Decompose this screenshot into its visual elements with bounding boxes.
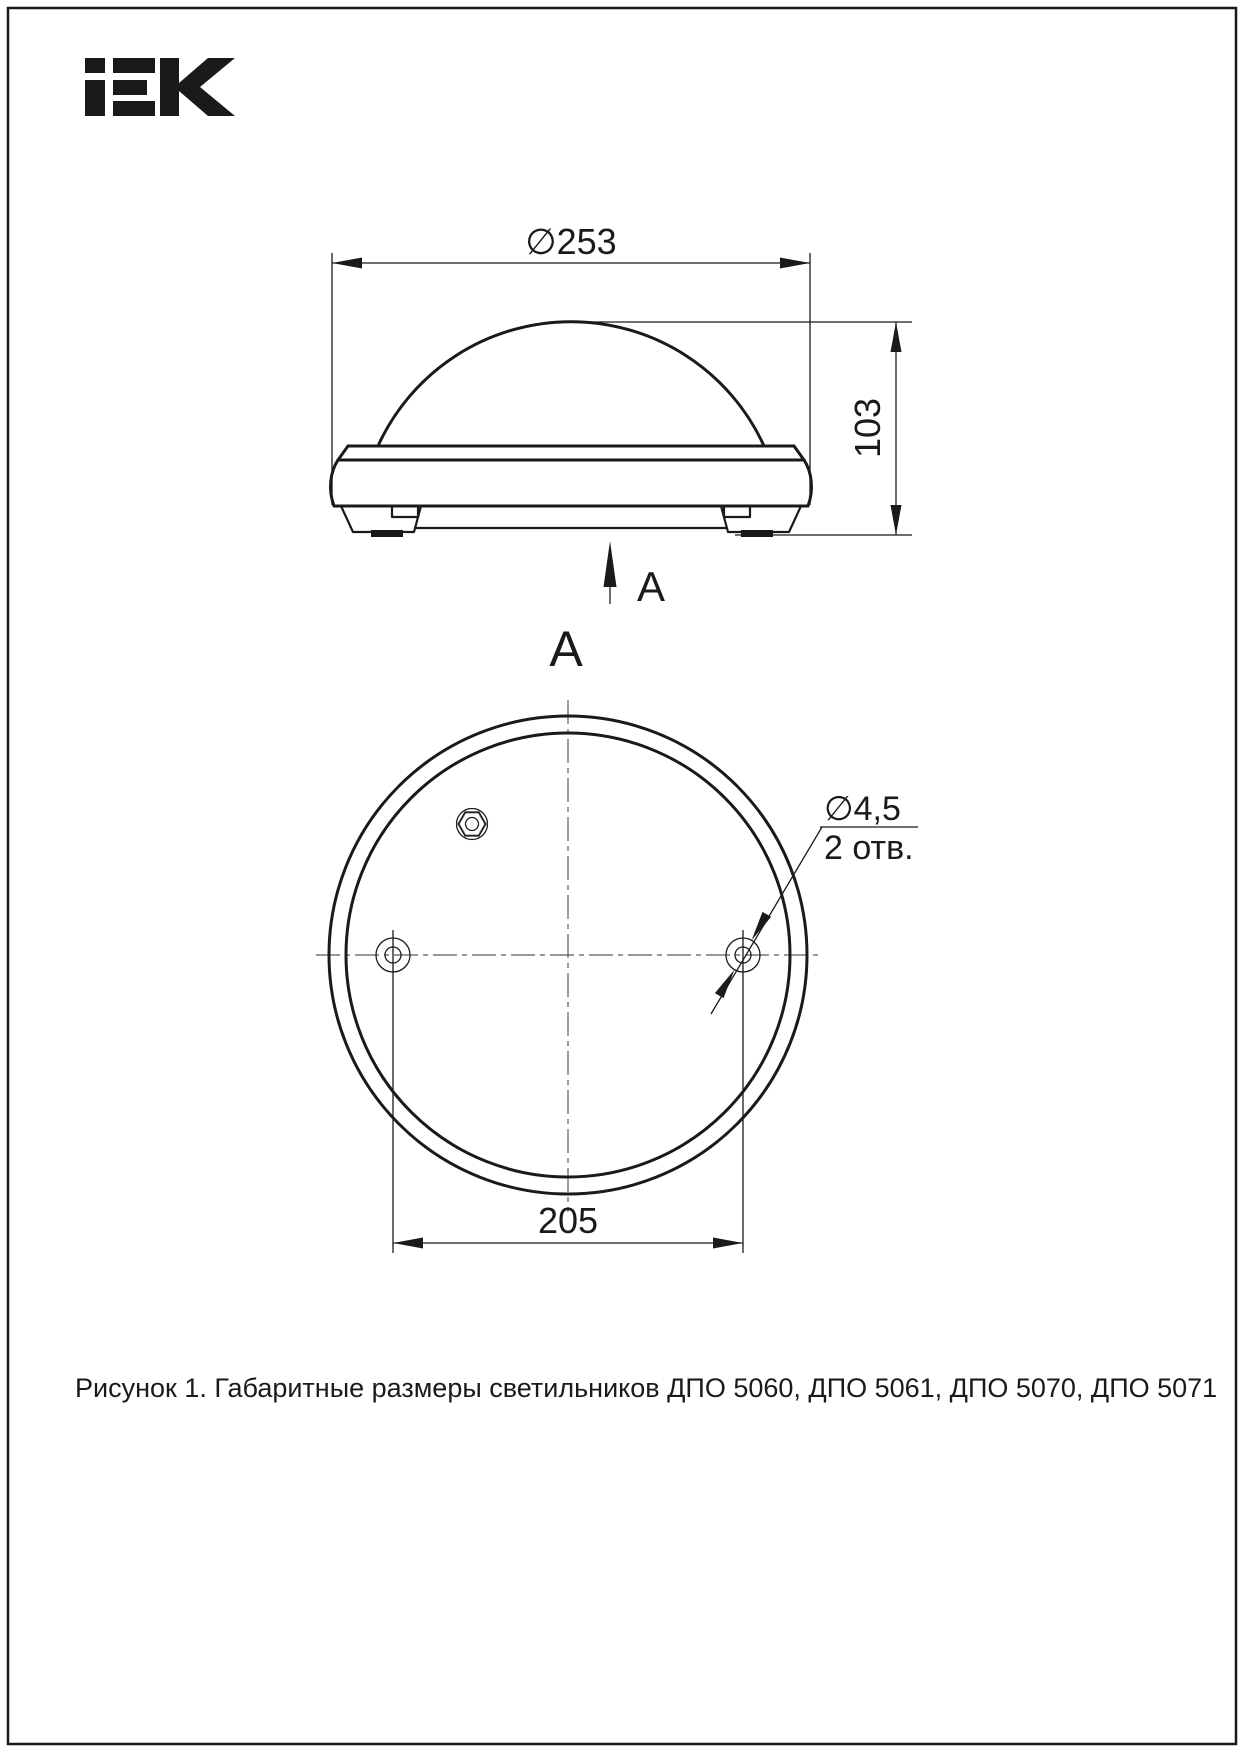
- logo-e-mid: [113, 80, 147, 95]
- foot-right-tab: [741, 530, 773, 537]
- diameter-dimension-label: ∅253: [525, 221, 617, 262]
- arrowhead-top: [891, 322, 902, 352]
- rim-side-bevels: [338, 446, 804, 460]
- view-direction-arrow: [604, 541, 666, 610]
- hole-count-label: 2 отв.: [824, 829, 914, 867]
- arrowhead-bottom: [891, 505, 902, 535]
- foot-right: [721, 506, 801, 532]
- leader-arrowhead-upper: [752, 912, 772, 940]
- fixture-side-profile: [331, 322, 812, 537]
- arrowhead-left: [332, 258, 362, 269]
- hole-diameter-label: ∅4,5: [824, 790, 901, 828]
- logo-i-bar: [85, 80, 105, 116]
- arrowhead-left: [393, 1238, 423, 1249]
- leader-arrowhead-lower: [715, 970, 735, 998]
- bottom-view: [316, 621, 918, 1253]
- cable-gland-nut: [457, 809, 488, 840]
- foot-left-tab: [371, 530, 403, 537]
- diameter-dimension: [332, 221, 810, 505]
- side-view: [331, 221, 912, 610]
- logo-k: [160, 58, 235, 116]
- foot-left-notch: [392, 506, 418, 517]
- hole-spacing-label: 205: [537, 1200, 599, 1241]
- iek-logo: [85, 58, 235, 116]
- dome-outline: [378, 322, 764, 446]
- logo-e-bottom: [113, 101, 155, 116]
- view-arrowhead-icon: [604, 541, 617, 587]
- foot-right-notch: [724, 506, 750, 517]
- logo-e-top: [113, 58, 155, 73]
- height-dimension: [578, 322, 912, 535]
- arrowhead-right: [780, 258, 810, 269]
- arrowhead-right: [713, 1238, 743, 1249]
- mounting-feet: [341, 506, 801, 537]
- figure-caption: Рисунок 1. Габаритные размеры светильников ДПО 5060, ДПО 5061, ДПО 5070, ДПО 5071: [75, 1373, 1218, 1403]
- height-dimension-label: 103: [847, 397, 888, 459]
- hex-nut-icon: [459, 812, 486, 835]
- section-label: A: [549, 621, 583, 677]
- page-border: [8, 8, 1236, 1744]
- hole-callout: [711, 790, 918, 1014]
- logo-i-dot: [85, 58, 105, 73]
- nut-inner-circle: [466, 818, 479, 831]
- view-arrow-label: A: [636, 563, 666, 610]
- foot-left: [341, 506, 421, 532]
